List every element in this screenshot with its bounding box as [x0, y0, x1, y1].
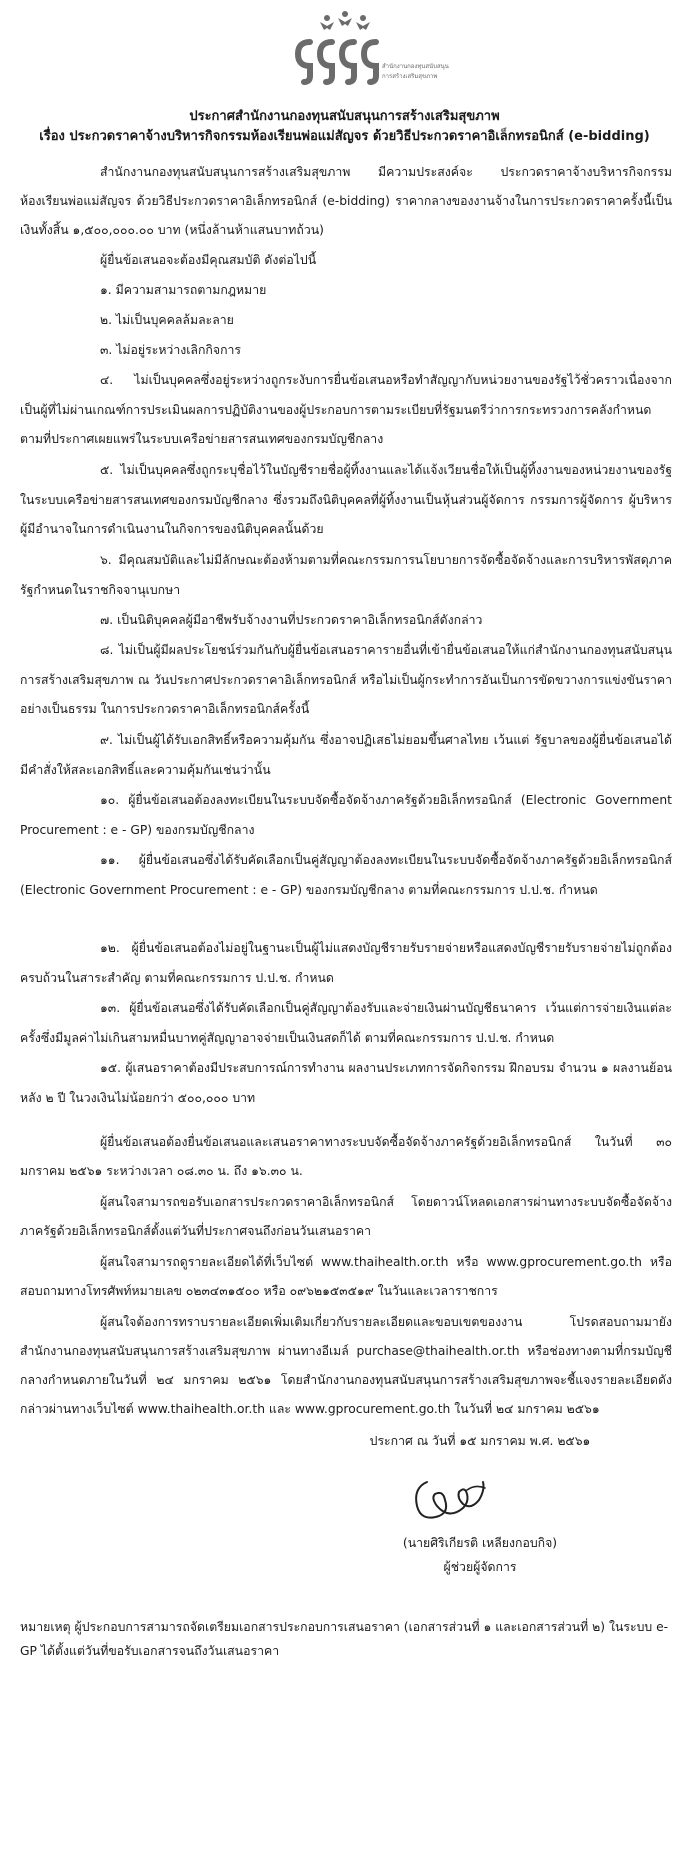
intro-paragraph: สำนักงานกองทุนสนับสนุนการสร้างเสริมสุขภาพ มีความประสงค์จะ ประกวดราคาจ้างบริหารกิจกรรมห้องเรียนพ่อแม่สัญจร ด้วยวิธีประกวดราคาอิเล็กทรอนิกส์ (e-bidding) ราคากลางของงานจ้างในการประกวดราคาครั้งนี้เป็นเงินทั้งสิ้น ๑,๕๐๐,๐๐๐.๐๐ บาท (หนึ่งล้านห้าแสนบาทถ้วน) [20, 165, 672, 237]
qualification-item: ๑๑. ผู้ยื่นข้อเสนอซึ่งได้รับคัดเลือกเป็นคู่สัญญาต้องลงทะเบียนในระบบจัดซื้อจัดจ้างภาครัฐด้วยอิเล็กทรอนิกส์ (Electronic Government Procurement : e - GP) ของกรมบัญชีกลาง ตามที่คณะกรรมการ ป.ป.ช. กำหนด [20, 853, 672, 897]
logo-mark-icon [270, 6, 449, 102]
remark-note: หมายเหตุ ผู้ประกอบการสามารถจัดเตรียมเอกสารประกอบการเสนอราคา (เอกสารส่วนที่ ๑ และเอกสารส่วนที่ ๒) ในระบบ e-GP ได้ตั้งแต่วันที่ขอรับเอกสารจนถึงวันเสนอราคา [20, 1620, 669, 1658]
qualification-item: ๑๒. ผู้ยื่นข้อเสนอต้องไม่อยู่ในฐานะเป็นผู้ไม่แสดงบัญชีรายรับรายจ่ายหรือแสดงบัญชีรายรับรายจ่ายไม่ถูกต้องครบถ้วนในสาระสำคัญ ตามที่คณะกรรมการ ป.ป.ช. กำหนด [20, 941, 672, 985]
details-paragraph: ผู้สนใจสามารถดูรายละเอียดได้ที่เว็บไซต์ www.thaihealth.or.th หรือ www.gprocurement.go.th หรือสอบถามทางโทรศัพท์หมายเลข ๐๒๓๔๓๑๕๐๐ หรือ ๐๙๖๒๑๕๓๕๑๙ ในวันและเวลาราชการ [20, 1255, 672, 1298]
qualification-item: ๓. ไม่อยู่ระหว่างเลิกกิจการ [100, 343, 242, 357]
qualification-item: ๙. ไม่เป็นผู้ได้รับเอกสิทธิ์หรือความคุ้มกัน ซึ่งอาจปฏิเสธไม่ยอมขึ้นศาลไทย เว้นแต่ รัฐบาลของผู้ยื่นข้อเสนอได้มีคำสั่งให้สละเอกสิทธิ์และความคุ้มกันเช่นว่านั้น [20, 733, 672, 777]
signer-name: (นายศิริเกียรติ เหลียงกอบกิจ) [402, 1536, 558, 1550]
qualification-item: ๑๓. ผู้ยื่นข้อเสนอซึ่งได้รับคัดเลือกเป็นคู่สัญญาต้องรับและจ่ายเงินผ่านบัญชีธนาคาร เว้นแต่การจ่ายเงินแต่ละครั้งซึ่งมีมูลค่าไม่เกินสามหมื่นบาทคู่สัญญาอาจจ่ายเป็นเงินสดก็ได้ ตามที่คณะกรรมการ ป.ป.ช. กำหนด [20, 1001, 672, 1045]
qualification-item: ๑๐. ผู้ยื่นข้อเสนอต้องลงทะเบียนในระบบจัดซื้อจัดจ้างภาครัฐด้วยอิเล็กทรอนิกส์ (Electronic Government Procurement : e - GP) ของกรมบัญชีกลาง [20, 793, 672, 837]
announce-date: ประกาศ ณ วันที่ ๑๕ มกราคม พ.ศ. ๒๕๖๑ [369, 1434, 591, 1448]
qualification-item: ๑. มีความสามารถตามกฎหมาย [100, 283, 267, 297]
qualification-item: ๔. ไม่เป็นบุคคลซึ่งอยู่ระหว่างถูกระงับการยื่นข้อเสนอหรือทำสัญญากับหน่วยงานของรัฐไว้ชั่วคราวเนื่องจากเป็นผู้ที่ไม่ผ่านเกณฑ์การประเมินผลการปฏิบัติงานของผู้ประกอบการตามระเบียบที่รัฐมนตรีว่าการกระทรวงการคลังกำหนดตามที่ประกาศเผยแพร่ในระบบเครือข่ายสารสนเทศของกรมบัญชีกลาง [20, 373, 672, 446]
qualification-item: ๒. ไม่เป็นบุคคลล้มละลาย [100, 313, 234, 327]
svg-text:สำนักงานกองทุนสนับสนุน: สำนักงานกองทุนสนับสนุน [382, 63, 449, 70]
announcement-title: ประกาศสำนักงานกองทุนสนับสนุนการสร้างเสริมสุขภาพ [189, 109, 500, 124]
qualification-item: ๗. เป็นนิติบุคคลผู้มีอาชีพรับจ้างงานที่ประกวดราคาอิเล็กทรอนิกส์ดังกล่าว [100, 613, 483, 627]
qualification-item: ๘. ไม่เป็นผู้มีผลประโยชน์ร่วมกันกับผู้ยื่นข้อเสนอราคารายอื่นที่เข้ายื่นข้อเสนอให้แก่สำนักงานกองทุนสนับสนุนการสร้างเสริมสุขภาพ ณ วันประกาศประกวดราคาอิเล็กทรอนิกส์ หรือไม่เป็นผู้กระทำการอันเป็นการขัดขวางการแข่งขันราคาอย่างเป็นธรรม ในการประกวดราคาอิเล็กทรอนิกส์ครั้งนี้ [20, 643, 672, 716]
download-paragraph: ผู้สนใจสามารถขอรับเอกสารประกวดราคาอิเล็กทรอนิกส์ โดยดาวน์โหลดเอกสารผ่านทางระบบจัดซื้อจัดจ้างภาครัฐด้วยอิเล็กทรอนิกส์ตั้งแต่วันที่ประกาศจนถึงก่อนวันเสนอราคา [20, 1195, 672, 1238]
announcement-subject: เรื่อง ประกวดราคาจ้างบริหารกิจกรรมห้องเรียนพ่อแม่สัญจร ด้วยวิธีประกวดราคาอิเล็กทรอนิกส์ (e-bidding) [39, 129, 650, 144]
qualification-item: ๕. ไม่เป็นบุคคลซึ่งถูกระบุชื่อไว้ในบัญชีรายชื่อผู้ทิ้งงานและได้แจ้งเวียนชื่อให้เป็นผู้ทิ้งงานของหน่วยงานของรัฐในระบบเครือข่ายสารสนเทศของกรมบัญชีกลาง ซึ่งรวมถึงนิติบุคคลที่ผู้ทิ้งงานเป็นหุ้นส่วนผู้จัดการ กรรมการผู้จัดการ ผู้บริหาร ผู้มีอำนาจในการดำเนินงานในกิจการของนิติบุคคลนั้นด้วย [20, 463, 672, 536]
contact-paragraph: ผู้สนใจต้องการทราบรายละเอียดเพิ่มเติมเกี่ยวกับรายละเอียดและขอบเขตของงาน โปรดสอบถามมายังสำนักงานกองทุนสนับสนุนการสร้างเสริมสุขภาพ ผ่านทางอีเมล์ purchase@thaihealth.or.th หรือช่องทางตามที่กรมบัญชีกลางกำหนดภายในวันที่ ๒๔ มกราคม ๒๕๖๑ โดยสำนักงานกองทุนสนับสนุนการสร้างเสริมสุขภาพจะชี้แจงรายละเอียดดังกล่าวผ่านทางเว็บไซต์ www.thaihealth.or.th และ www.gprocurement.go.th ในวันที่ ๒๔ มกราคม ๒๕๖๑ [20, 1315, 672, 1416]
thaihealth-logo [270, 6, 449, 102]
signer-title: ผู้ช่วยผู้จัดการ [443, 1560, 517, 1574]
signature-image [405, 1460, 525, 1530]
qualification-item: ๑๕. ผู้เสนอราคาต้องมีประสบการณ์การทำงาน ผลงานประเภทการจัดกิจกรรม ฝึกอบรม จำนวน ๑ ผลงานย้อนหลัง ๒ ปี ในวงเงินไม่น้อยกว่า ๕๐๐,๐๐๐ บาท [20, 1061, 672, 1105]
submission-paragraph: ผู้ยื่นข้อเสนอต้องยื่นข้อเสนอและเสนอราคาทางระบบจัดซื้อจัดจ้างภาครัฐด้วยอิเล็กทรอนิกส์ ในวันที่ ๓๐ มกราคม ๒๕๖๑ ระหว่างเวลา ๐๘.๓๐ น. ถึง ๑๖.๓๐ น. [20, 1135, 672, 1178]
svg-text:การสร้างเสริมสุขภาพ: การสร้างเสริมสุขภาพ [382, 73, 438, 80]
qualification-item: ๖. มีคุณสมบัติและไม่มีลักษณะต้องห้ามตามที่คณะกรรมการนโยบายการจัดซื้อจัดจ้างและการบริหารพัสดุภาครัฐกำหนดในราชกิจจานุเบกษา [20, 553, 672, 597]
qualifications-lead: ผู้ยื่นข้อเสนอจะต้องมีคุณสมบัติ ดังต่อไปนี้ [100, 253, 317, 267]
